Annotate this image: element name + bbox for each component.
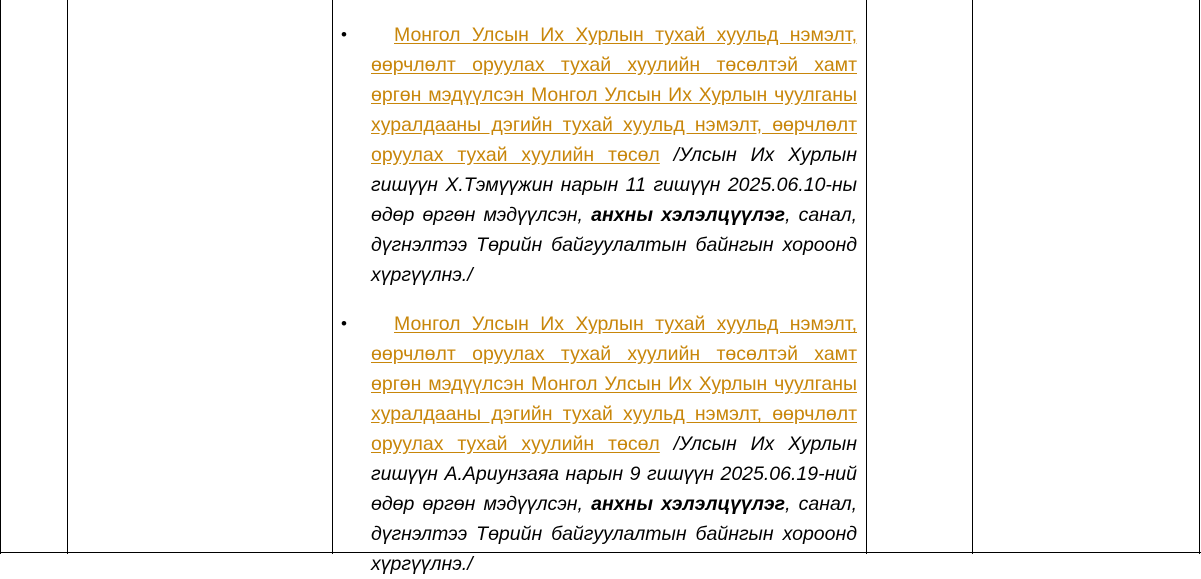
submission-note-end: , санал, дүгнэлтээ Төрийн байгуулалтын байнгын хороонд хүргүүлнэ./ bbox=[371, 493, 857, 575]
bullet-icon: • bbox=[341, 24, 347, 44]
agenda-item-text bbox=[371, 20, 857, 290]
submission-note: /Улсын Их Хурлын гишүүн Х.Тэмүүжин нарын 11 гишүүн 2025.06.10-ны өдөр өргөн мэдүүлсэн, bbox=[371, 143, 857, 226]
table-border-right bbox=[1199, 0, 1200, 554]
list-item bbox=[334, 309, 866, 579]
submission-note-end: , санал, дүгнэлтээ Төрийн байгуулалтын байнгын хороонд хүргүүлнэ./ bbox=[371, 203, 857, 286]
list-item bbox=[334, 20, 866, 290]
column-divider bbox=[332, 0, 333, 554]
bullet-icon: • bbox=[341, 314, 347, 333]
agenda-cell bbox=[334, 0, 866, 575]
bill-link[interactable]: Монгол Улсын Их Хурлын тухай хуульд нэмэлт, өөрчлөлт оруулах тухай хуулийн төсөлтэй хамт өргөн мэдүүлсэн Монгол Улсын Их Хурлын чуулганы хуралдааны дэгийн тухай хуульд нэмэлт, өөрчлөлт оруулах тухай хуулийн төсөл bbox=[371, 313, 857, 455]
discussion-stage: анхны хэлэлцүүлэг bbox=[591, 493, 786, 515]
bill-link[interactable]: Монгол Улсын Их Хурлын тухай хуульд нэмэлт, өөрчлөлт оруулах тухай хуулийн төсөлтэй хамт өргөн мэдүүлсэн Монгол Улсын Их Хурлын чуулганы хуралдааны дэгийн тухай хуульд нэмэлт, өөрчлөлт оруулах тухай хуулийн төсөл bbox=[371, 23, 857, 166]
discussion-stage: анхны хэлэлцүүлэг bbox=[591, 203, 786, 226]
submission-note: /Улсын Их Хурлын гишүүн А.Ариунзаяа нарын 9 гишүүн 2025.06.19-ний өдөр өргөн мэдүүлсэн, bbox=[371, 433, 857, 515]
column-divider bbox=[67, 0, 68, 554]
column-divider bbox=[866, 0, 867, 554]
column-divider bbox=[972, 0, 973, 554]
table-border-left bbox=[0, 0, 1, 554]
agenda-item-text bbox=[371, 309, 857, 579]
